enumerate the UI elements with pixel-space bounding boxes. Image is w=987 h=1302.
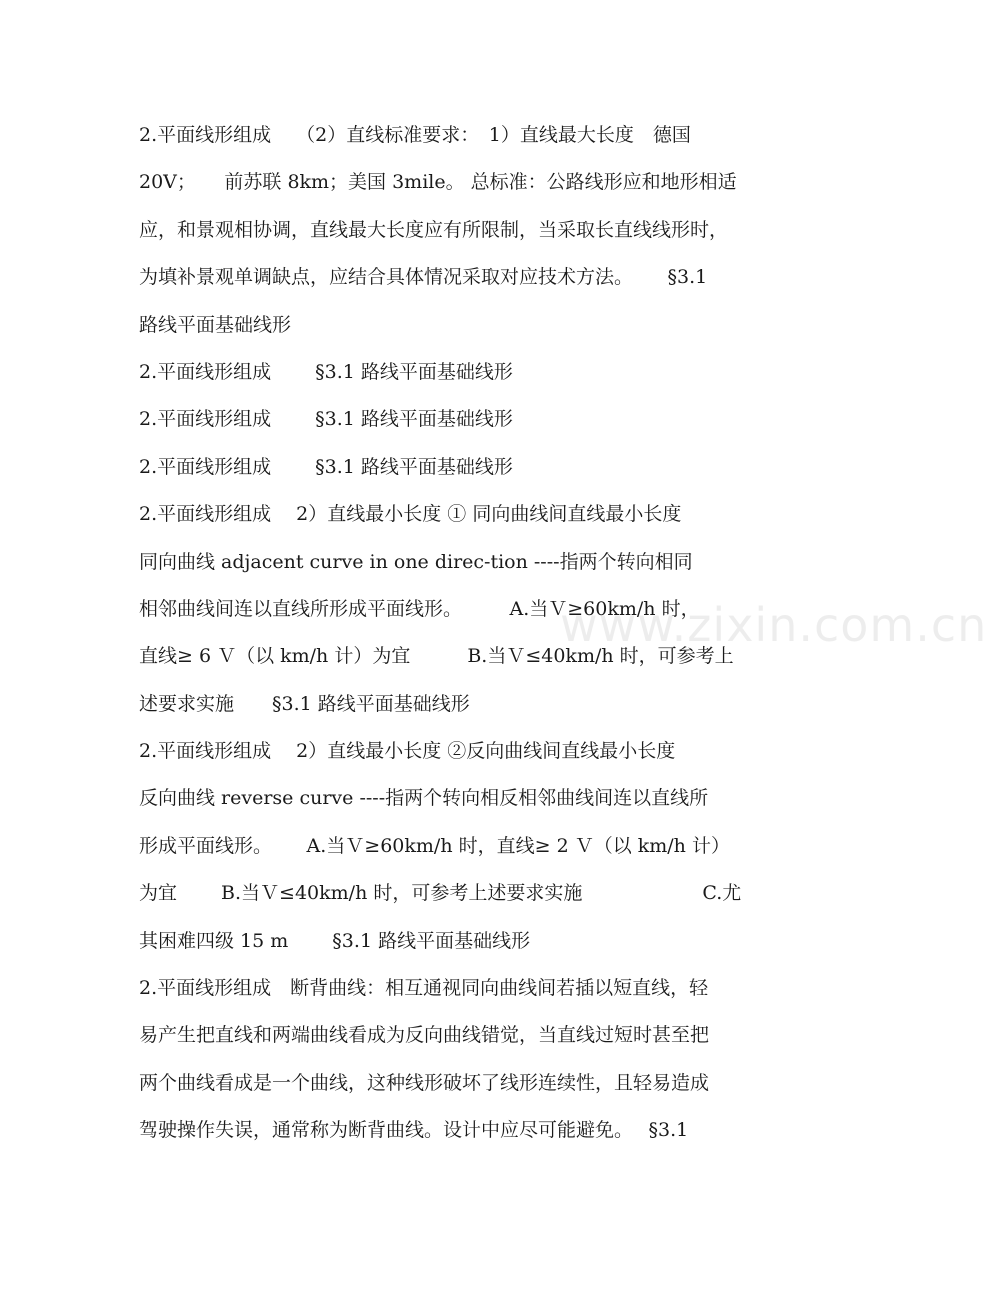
text-line: 同向曲线 adjacent curve in one direc-tion ----指两个转向相同	[139, 550, 693, 573]
text-line: 2.平面线形组成 断背曲线：相互通视同向曲线间若插以短直线，轻	[139, 977, 709, 1000]
text-line: 其困难四级 15 m §3.1 路线平面基础线形	[139, 929, 531, 952]
text-line: 2.平面线形组成 §3.1 路线平面基础线形	[139, 360, 513, 383]
text-line: 两个曲线看成是一个曲线，这种线形破坏了线形连续性，且轻易造成	[139, 1071, 710, 1094]
text-line: 为填补景观单调缺点，应结合具体情况采取对应技术方法。 §3.1	[139, 266, 708, 289]
text-line: 为宜 B.当Ｖ≤40km/h 时，可参考上述要求实施 C.尤	[139, 882, 742, 905]
watermark: www.zixin.com.cn	[560, 598, 987, 652]
text-line: 路线平面基础线形	[139, 313, 292, 336]
text-line: 2.平面线形组成 §3.1 路线平面基础线形	[139, 455, 513, 478]
text-line: 应，和景观相协调，直线最大长度应有所限制，当采取长直线线形时，	[139, 218, 729, 241]
text-line: 相邻曲线间连以直线所形成平面线形。 A.当Ｖ≥60km/h 时，	[139, 597, 700, 620]
text-line: 驾驶操作失误，通常称为断背曲线。设计中应尽可能避免。 §3.1	[139, 1119, 689, 1142]
text-line: 2.平面线形组成 2）直线最小长度 ① 同向曲线间直线最小长度	[139, 503, 682, 526]
text-line: 反向曲线 reverse curve ----指两个转向相反相邻曲线间连以直线所	[139, 787, 709, 810]
text-line: 易产生把直线和两端曲线看成为反向曲线错觉，当直线过短时甚至把	[139, 1024, 710, 1047]
text-line: 2.平面线形组成 §3.1 路线平面基础线形	[139, 408, 513, 431]
text-line: 2.平面线形组成 2）直线最小长度 ②反向曲线间直线最小长度	[139, 740, 676, 763]
text-line: 直线≥ 6 Ｖ（以 km/h 计）为宜 B.当Ｖ≤40km/h 时，可参考上	[139, 645, 734, 668]
text-line: 20V； 前苏联 8km；美国 3mile。 总标准：公路线形应和地形相适	[139, 171, 737, 194]
text-line: 述要求实施 §3.1 路线平面基础线形	[139, 692, 470, 715]
text-line: 形成平面线形。 A.当Ｖ≥60km/h 时，直线≥ 2 Ｖ（以 km/h 计）	[139, 834, 730, 857]
text-line: 2.平面线形组成 （2）直线标准要求： 1）直线最大长度 德国	[139, 124, 691, 146]
